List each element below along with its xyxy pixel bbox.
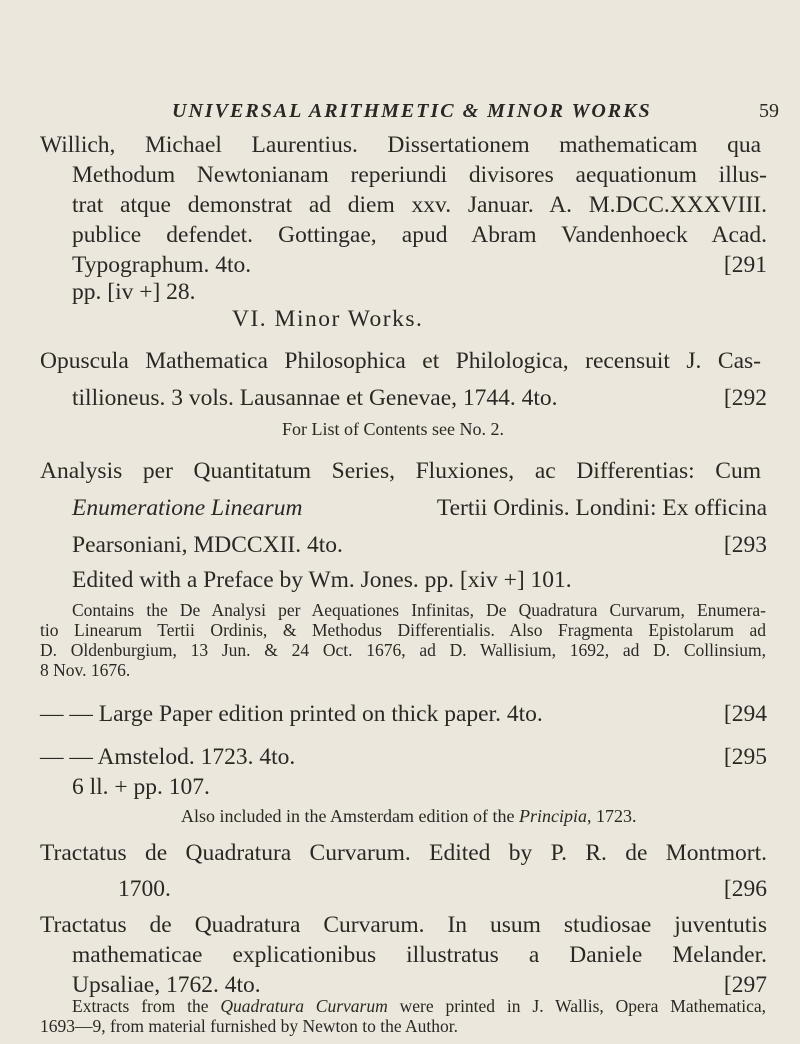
note-italic: Quadratura Curvarum	[220, 996, 388, 1016]
entry-line: tillioneus. 3 vols. Lausannae et Genevae, 1744. 4to.	[72, 385, 558, 411]
contents-line: Contains the De Analysi per Aequationes Infinitas, De Quadratura Curvarum, Enumera-	[72, 600, 766, 620]
entry-line: Methodum Newtonianam reperiundi divisores aequationum illus-	[72, 162, 767, 188]
section-heading: VI. Minor Works.	[232, 306, 424, 332]
italic-title: Enumeratione Linearum	[72, 495, 303, 521]
note-text: Extracts from the	[72, 996, 221, 1016]
entry-line: Willich, Michael Laurentius. Dissertationem mathematicam qua	[40, 132, 761, 158]
entry-tractatus-2	[40, 910, 767, 940]
entry-line: — — Large Paper edition printed on thick paper. 4to.	[40, 701, 543, 727]
entry-line-with-number	[118, 874, 767, 904]
entry-number: [295	[723, 744, 767, 770]
entry-willich-cont	[72, 160, 767, 280]
entry-contents-cont	[40, 620, 766, 680]
entry-number: [294	[723, 701, 767, 727]
note-italic: Principia	[518, 806, 587, 826]
entry-amstelod	[40, 742, 767, 772]
entry-line-with-number	[72, 250, 767, 280]
entry-contents	[72, 600, 766, 620]
entry-tractatus-1	[40, 838, 767, 868]
entry-number: [297	[723, 972, 767, 998]
entry-number: [291	[723, 252, 767, 278]
entry-line: Upsaliae, 1762. 4to.	[72, 972, 261, 998]
entry-line: Analysis per Quantitatum Series, Fluxiones, ac Differentias: Cum	[40, 458, 761, 484]
entry-note: For List of Contents see No. 2.	[282, 419, 504, 439]
entry-line: Opuscula Mathematica Philosophica et Philologica, recensuit J. Cas-	[40, 348, 761, 374]
entry-line-with-number	[72, 530, 767, 560]
entry-opuscula	[40, 346, 761, 376]
page-number: 59	[759, 100, 779, 122]
entry-tractatus-2-cont	[72, 940, 767, 1000]
entry-line: — — Amstelod. 1723. 4to.	[40, 744, 296, 770]
entry-tractatus-1-cont	[118, 874, 767, 904]
entry-collation: pp. [iv +] 28.	[72, 279, 196, 305]
entry-analysis-line3	[72, 530, 767, 560]
note-text: Also included in the Amsterdam edition of the	[181, 806, 519, 826]
entry-large-paper	[40, 699, 767, 729]
running-header: UNIVERSAL ARITHMETIC & MINOR WORKS	[172, 100, 652, 122]
entry-willich	[40, 130, 761, 160]
entry-line: publice defendet. Gottingae, apud Abram Vandenhoeck Acad.	[72, 222, 767, 248]
contents-line: 8 Nov. 1676.	[40, 660, 131, 680]
entry-line	[72, 493, 767, 523]
note-line	[72, 996, 766, 1016]
entry-note	[181, 805, 636, 827]
entry-number: [292	[723, 385, 767, 411]
entry-line: mathematicae explicationibus illustratus a Daniele Melander.	[72, 942, 767, 968]
entry-line: Tractatus de Quadratura Curvarum. Edited by P. R. de Montmort.	[40, 840, 767, 866]
note-text: were printed in J. Wallis, Opera Mathematica,	[387, 996, 766, 1016]
entry-analysis-cont	[72, 493, 767, 523]
entry-line: trat atque demonstrat ad diem xxv. Januar. A. M.DCC.XXXVIII.	[72, 192, 767, 218]
entry-line-with-number	[40, 742, 767, 772]
entry-line: Tractatus de Quadratura Curvarum. In usum studiosae juventutis	[40, 912, 767, 938]
entry-analysis	[40, 456, 761, 486]
entry-analysis-line4: Edited with a Preface by Wm. Jones. pp. [xiv +] 101.	[72, 567, 572, 593]
entry-line: Typographum. 4to.	[72, 252, 252, 278]
entry-line-with-number	[72, 383, 767, 413]
entry-note-1	[72, 996, 766, 1016]
entry-line: Pearsoniani, MDCCXII. 4to.	[72, 532, 343, 558]
contents-line: D. Oldenburgium, 13 Jun. & 24 Oct. 1676, ad D. Wallisium, 1692, ad D. Collinsium,	[40, 640, 766, 660]
entry-number: [293	[723, 532, 767, 558]
entry-text: Tertii Ordinis. Londini: Ex officina	[436, 495, 767, 521]
note-text: , 1723.	[586, 806, 637, 826]
entry-number: [296	[723, 876, 767, 902]
entry-collation: 6 ll. + pp. 107.	[72, 774, 210, 800]
entry-line-with-number	[40, 699, 767, 729]
entry-line: 1700.	[118, 876, 171, 902]
entry-opuscula-cont	[72, 383, 767, 413]
contents-line: tio Linearum Tertii Ordinis, & Methodus Differentialis. Also Fragmenta Epistolarum ad	[40, 620, 766, 640]
entry-note-2: 1693—9, from material furnished by Newton to the Author.	[40, 1016, 458, 1036]
